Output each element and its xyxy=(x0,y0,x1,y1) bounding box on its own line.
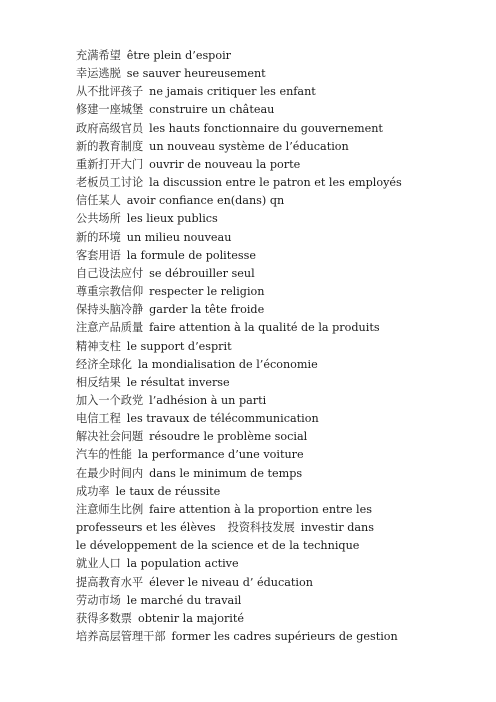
vocab-line xyxy=(76,83,476,101)
vocab-line xyxy=(76,265,476,283)
french-translation: former les cadres supérieurs de gestion xyxy=(171,630,398,643)
chinese-term: 尊重宗教信仰 xyxy=(76,285,144,299)
vocab-line-continued xyxy=(76,537,476,555)
french-translation: ouvrir de nouveau la porte xyxy=(149,157,301,171)
french-translation: un nouveau système de l’éducation xyxy=(149,139,349,153)
chinese-term: 精神支柱 xyxy=(76,339,121,353)
french-translation: construire un château xyxy=(149,103,275,117)
chinese-term: 劳动市场 xyxy=(76,593,121,607)
vocab-line xyxy=(76,555,476,573)
vocab-line xyxy=(76,446,476,464)
vocab-line xyxy=(76,138,476,156)
chinese-term: 相反结果 xyxy=(76,375,121,389)
vocab-line xyxy=(76,174,476,192)
vocab-line xyxy=(76,120,476,138)
vocab-line xyxy=(76,301,476,319)
chinese-term: 获得多数票 xyxy=(76,611,132,625)
vocab-line xyxy=(76,628,476,646)
french-translation: se sauver heureusement xyxy=(126,67,266,81)
vocab-line xyxy=(76,356,476,374)
chinese-term: 新的环境 xyxy=(76,230,121,244)
vocab-line xyxy=(76,501,476,519)
french-translation-continued: professeurs et les élèves xyxy=(76,521,216,535)
chinese-term: 经济全球化 xyxy=(76,357,132,371)
french-translation: avoir confiance en(dans) qn xyxy=(126,194,285,208)
vocab-line xyxy=(76,156,476,174)
chinese-term: 电信工程 xyxy=(76,412,121,426)
chinese-term: 汽车的性能 xyxy=(76,448,132,462)
vocab-line xyxy=(76,392,476,410)
chinese-term: 幸运逃脱 xyxy=(76,67,121,81)
chinese-term: 公共场所 xyxy=(76,212,121,226)
vocab-line xyxy=(76,247,476,265)
chinese-term: 充满希望 xyxy=(76,49,121,62)
chinese-term: 从不批评孩子 xyxy=(76,85,144,99)
chinese-term: 老板员工讨论 xyxy=(76,176,144,190)
french-translation: le marché du travail xyxy=(126,593,242,607)
french-translation: les travaux de télécommunication xyxy=(126,412,319,426)
vocab-line xyxy=(76,374,476,392)
french-translation: la performance d’une voiture xyxy=(137,448,304,462)
french-translation: se débrouiller seul xyxy=(149,266,255,280)
vocab-line xyxy=(76,192,476,210)
french-translation: faire attention à la proportion entre les xyxy=(149,502,372,516)
french-translation: un milieu nouveau xyxy=(126,230,232,244)
french-translation: élever le niveau d’ éducation xyxy=(149,575,313,589)
french-translation: le résultat inverse xyxy=(126,375,230,389)
vocab-line xyxy=(76,319,476,337)
chinese-term: 重新打开大门 xyxy=(76,157,144,171)
chinese-term: 在最少时间内 xyxy=(76,466,144,480)
vocab-line xyxy=(76,465,476,483)
french-translation: le support d’esprit xyxy=(126,339,232,353)
vocab-line xyxy=(76,101,476,119)
french-translation: les lieux publics xyxy=(126,212,218,226)
french-translation: les hauts fonctionnaire du gouvernement xyxy=(149,121,383,135)
french-translation-continued: le développement de la science et de la technique xyxy=(76,539,360,553)
chinese-term: 就业人口 xyxy=(76,557,121,571)
vocab-line-continued xyxy=(76,519,476,537)
french-translation: être plein d’espoir xyxy=(126,49,232,62)
chinese-term: 培养高层管理干部 xyxy=(76,630,166,643)
vocab-line xyxy=(76,338,476,356)
french-translation: résoudre le problème social xyxy=(149,430,308,444)
vocab-line xyxy=(76,210,476,228)
chinese-term: 注意师生比例 xyxy=(76,502,144,516)
vocab-line xyxy=(76,428,476,446)
vocab-line xyxy=(76,574,476,592)
french-translation: dans le minimum de temps xyxy=(149,466,303,480)
chinese-term: 投资科技发展 xyxy=(227,521,295,535)
french-translation: faire attention à la qualité de la produits xyxy=(149,321,380,335)
vocab-line xyxy=(76,229,476,247)
chinese-term: 保持头脑冷静 xyxy=(76,303,144,317)
vocab-line xyxy=(76,47,476,65)
chinese-term: 客套用语 xyxy=(76,248,121,262)
french-translation: ne jamais critiquer les enfant xyxy=(149,85,316,99)
vocab-line xyxy=(76,592,476,610)
chinese-term: 注意产品质量 xyxy=(76,321,144,335)
vocab-line xyxy=(76,65,476,83)
chinese-term: 解决社会问题 xyxy=(76,430,144,444)
french-translation: le taux de réussite xyxy=(115,484,221,498)
chinese-term: 修建一座城堡 xyxy=(76,103,144,117)
vocab-line xyxy=(76,483,476,501)
french-translation: l’adhésion à un parti xyxy=(149,393,267,407)
vocab-line xyxy=(76,283,476,301)
french-translation: la formule de politesse xyxy=(126,248,256,262)
french-translation: la population active xyxy=(126,557,239,571)
chinese-term: 新的教育制度 xyxy=(76,139,144,153)
chinese-term: 信任某人 xyxy=(76,194,121,208)
french-translation: la discussion entre le patron et les employés xyxy=(149,176,402,190)
french-translation: la mondialisation de l’économie xyxy=(137,357,318,371)
chinese-term: 自己设法应付 xyxy=(76,266,144,280)
vocab-line xyxy=(76,410,476,428)
chinese-term: 政府高级官员 xyxy=(76,121,144,135)
chinese-term: 提高教育水平 xyxy=(76,575,144,589)
french-translation: obtenir la majorité xyxy=(137,611,244,625)
french-translation: investir dans xyxy=(300,521,375,535)
chinese-term: 加入一个政党 xyxy=(76,393,144,407)
french-translation: respecter le religion xyxy=(149,285,265,299)
vocab-line xyxy=(76,610,476,628)
chinese-term: 成功率 xyxy=(76,484,110,498)
vocabulary-list xyxy=(76,47,476,646)
french-translation: garder la tête froide xyxy=(149,303,265,317)
